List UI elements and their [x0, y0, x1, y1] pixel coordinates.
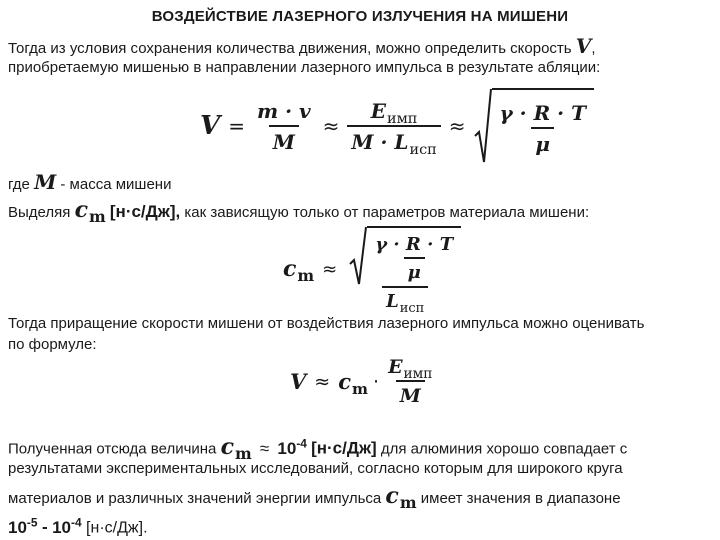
sqrt-sign-icon [474, 88, 492, 164]
paragraph-results-line3: материалов и различных значений энергии импульса $c_m$ имеет значения в диапазоне [8, 483, 621, 512]
paragraph-intro-line2: приобретаемую мишенью в направлении лазерного импульса в результате абляции: [8, 59, 601, 76]
paragraph-results-line2: результатами экспериментальных исследований, согласно которым для широкого круга [8, 460, 623, 477]
formula1-lhs: V [200, 111, 221, 141]
var-V: V [575, 34, 592, 58]
formula-delta-v: V ≈ $c_m$ · $\frac{E_{имп}}{M}$ [290, 356, 436, 407]
formula-velocity: V = $\frac{m \cdot v}{M}$ ≈ $\frac{E_{имп}}{M \cdot L_{исп}}$ ≈ $\frac{\gamma \cdot R \cdot T}{\mu}$ [200, 88, 594, 164]
fraction-cm: $\frac{\frac{\gamma \cdot R \cdot T}{\mu}}{L_{исп}}$ [345, 226, 465, 312]
page-title: ВОЗДЕЙСТВИЕ ЛАЗЕРНОГО ИЗЛУЧЕНИЯ НА МИШЕНИ [151, 8, 569, 25]
paragraph-velocity-increment: Тогда приращение скорости мишени от воздействия лазерного импульса можно оценивать [8, 315, 645, 332]
fraction-momentum: $\frac{m \cdot v}{M}$ [256, 98, 311, 154]
fraction-energy-mass: $\frac{E_{имп}}{M}$ [388, 356, 433, 407]
sqrt-sign-icon [349, 226, 367, 286]
paragraph-cm-definition: Выделяя $c_m$ [н·с/Дж], как зависящую только от параметров материала мишени: [8, 197, 590, 226]
paragraph-results-range: $10^{-5} - 10^{-4}$ [н·с/Дж]. [8, 515, 148, 537]
where-line: где M - масса мишени [8, 170, 172, 194]
sqrt-term: $\frac{\gamma \cdot R \cdot T}{\mu}$ [474, 88, 594, 164]
paragraph-velocity-increment-line2: по формуле: [8, 336, 97, 353]
formula-cm: $c_m$ ≈ $\frac{\frac{\gamma \cdot R \cdot T}{\mu}}{L_{исп}}$ [283, 226, 465, 312]
fraction-energy: $\frac{E_{имп}}{M \cdot L_{исп}}$ [347, 99, 440, 154]
paragraph-intro: Тогда из условия сохранения количества движения, можно определить скорость V, [8, 34, 596, 58]
paragraph-results: Полученная отсюда величина $c_m \approx 10^{-4}$ [н·с/Дж] для алюминия хорошо совпадает с [8, 433, 628, 463]
